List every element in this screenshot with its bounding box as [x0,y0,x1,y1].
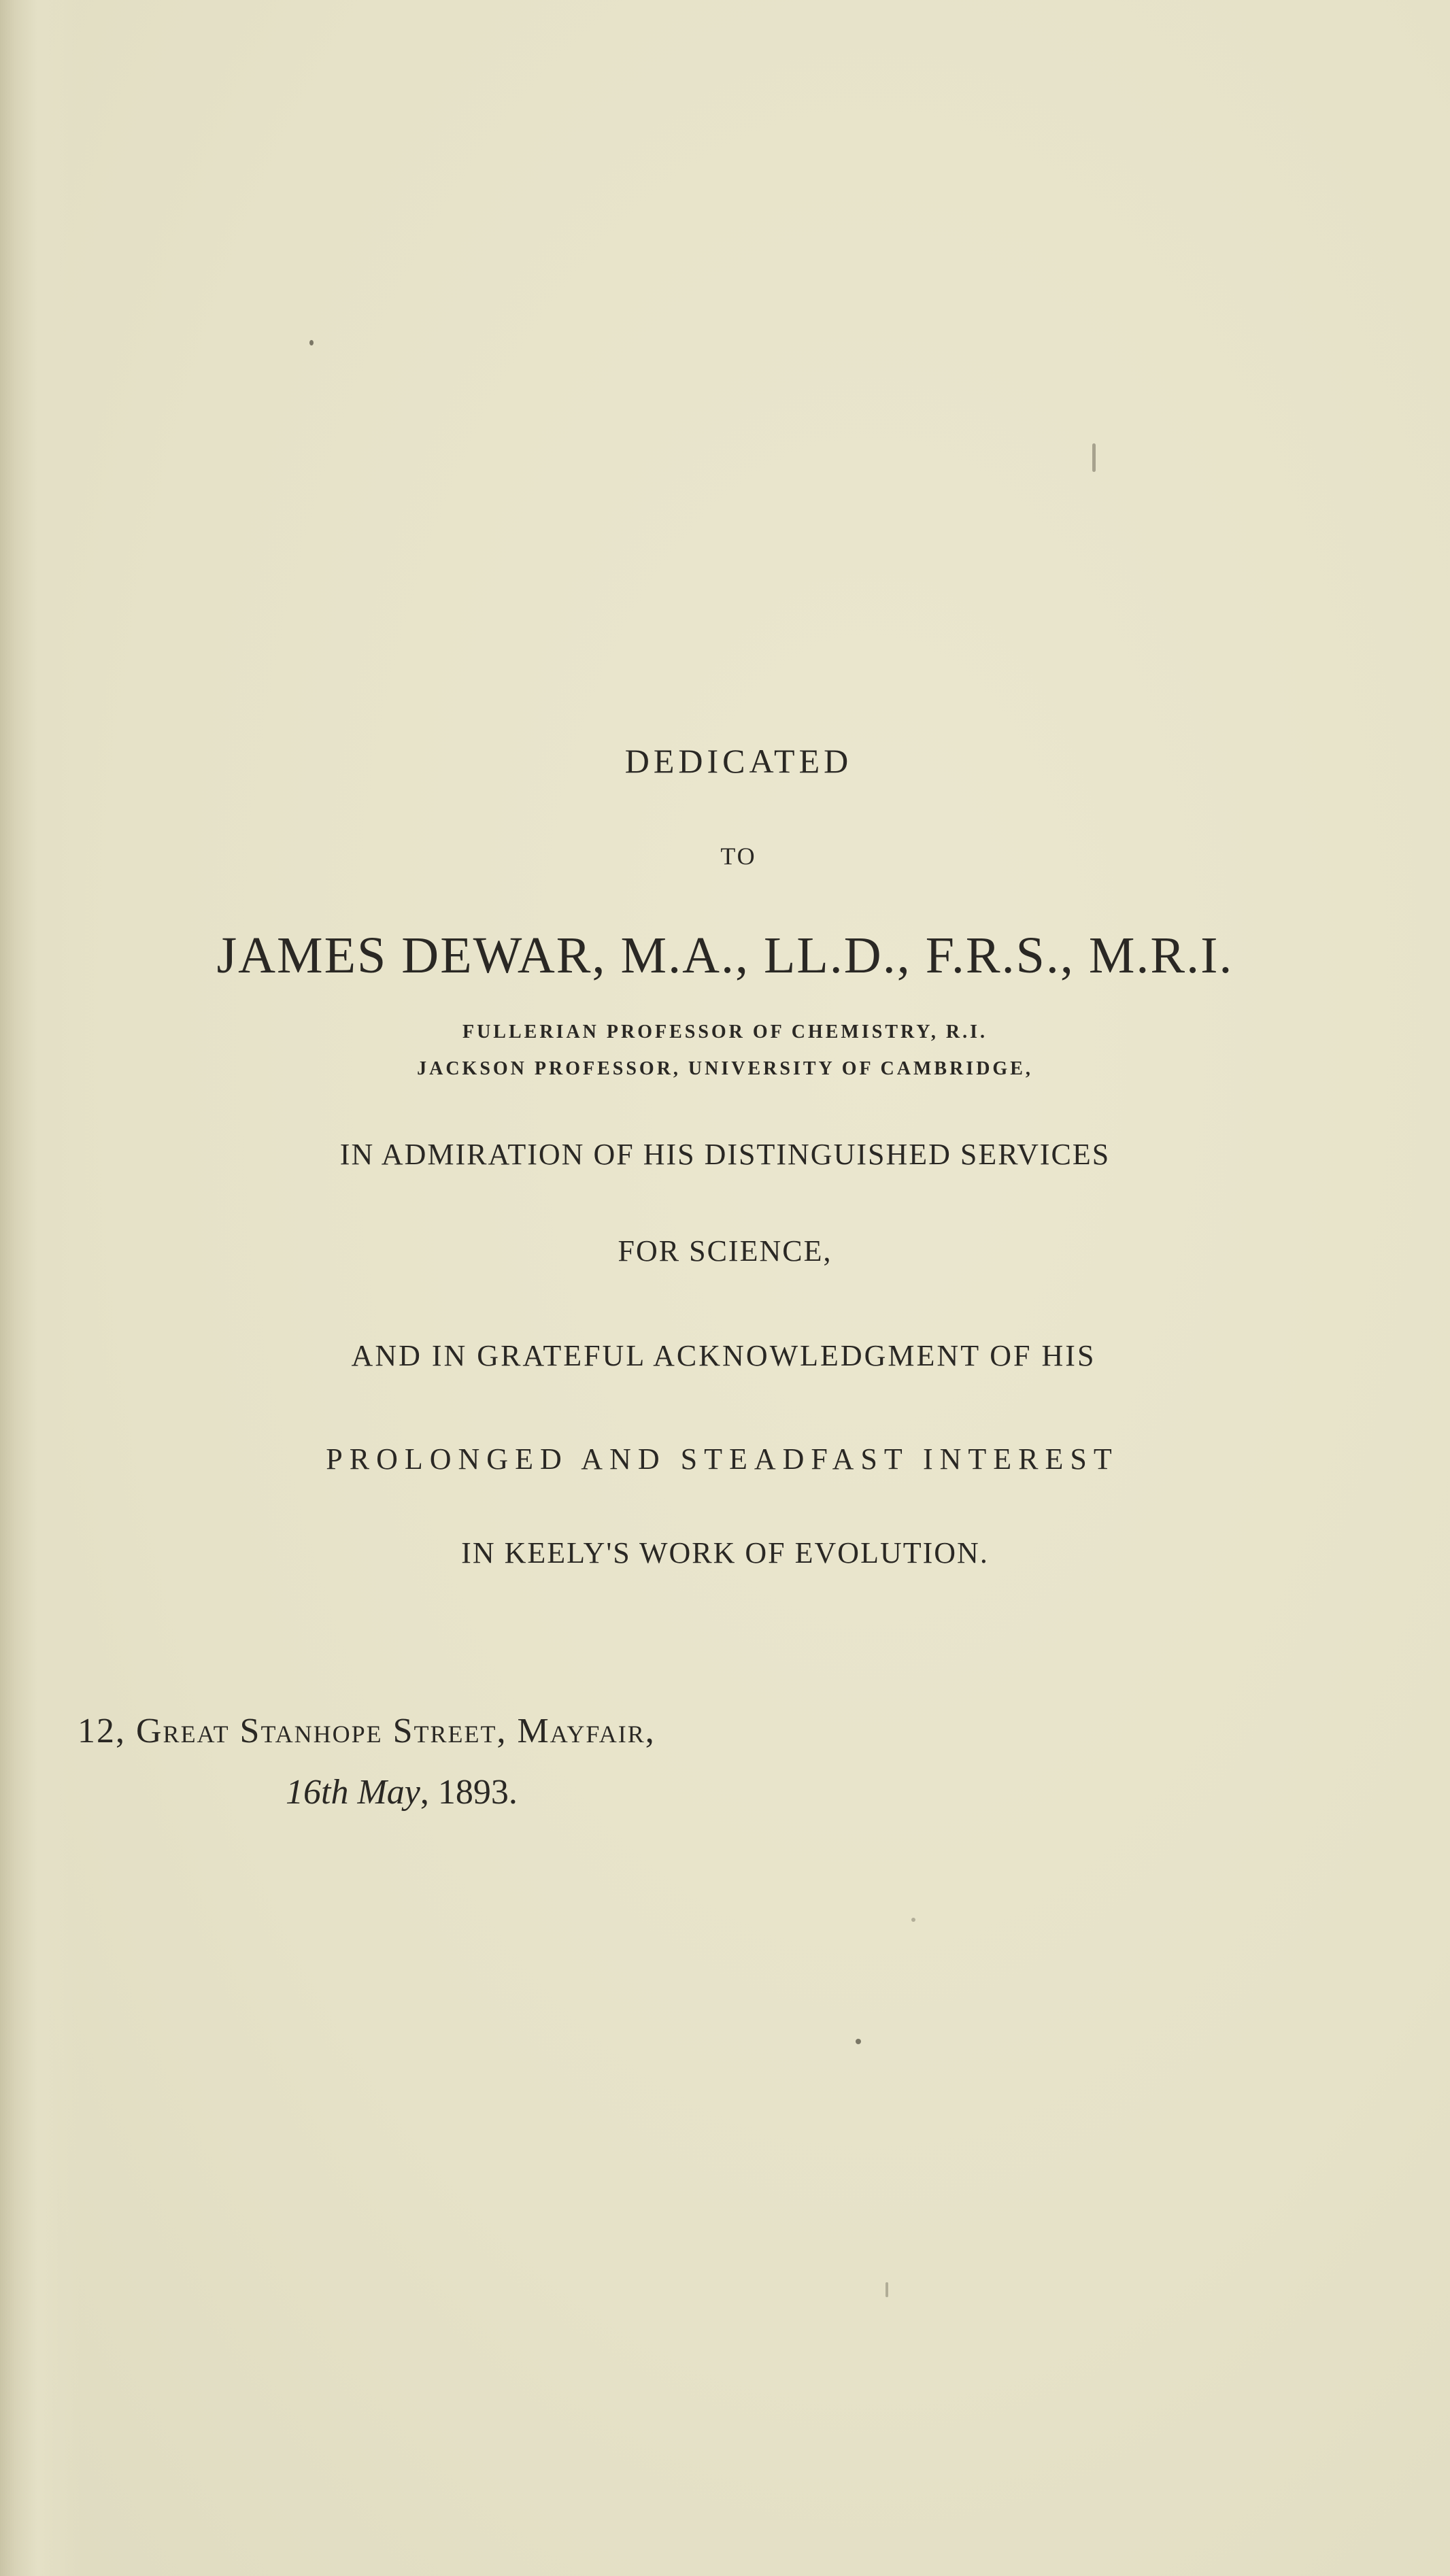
dedication-heading: DEDICATED [624,742,853,780]
dedication-text-4: PROLONGED AND STEADFAST INTEREST [326,1442,1119,1476]
dedication-text-3: AND IN GRATEFUL ACKNOWLEDGMENT OF HIS [351,1339,1096,1372]
signature-date-year: , 1893. [420,1773,518,1812]
paper-speck [309,340,314,345]
paper-speck [856,2039,861,2044]
dedication-text-5: IN KEELY'S WORK OF EVOLUTION. [461,1536,989,1570]
signature-date [286,1772,518,1812]
signature-date-day: 16th May [286,1773,420,1812]
paper-speck [911,1918,915,1922]
dedication-text-1: IN ADMIRATION OF HIS DISTINGUISHED SERVICES [339,1138,1111,1171]
paper-speck [886,2282,888,2297]
dedication-text-2: FOR SCIENCE, [618,1234,832,1268]
dedication-to: TO [720,843,757,870]
signature-address: 12, Great Stanhope Street, Mayfair, [78,1712,656,1750]
dedicatee-name: JAMES DEWAR, M.A., LL.D., F.R.S., M.R.I. [216,927,1234,984]
dedicatee-position-2: JACKSON PROFESSOR, UNIVERSITY OF CAMBRIDGE, [417,1058,1033,1079]
paper-speck [1092,443,1096,472]
dedicatee-position-1: FULLERIAN PROFESSOR OF CHEMISTRY, R.I. [462,1021,988,1043]
